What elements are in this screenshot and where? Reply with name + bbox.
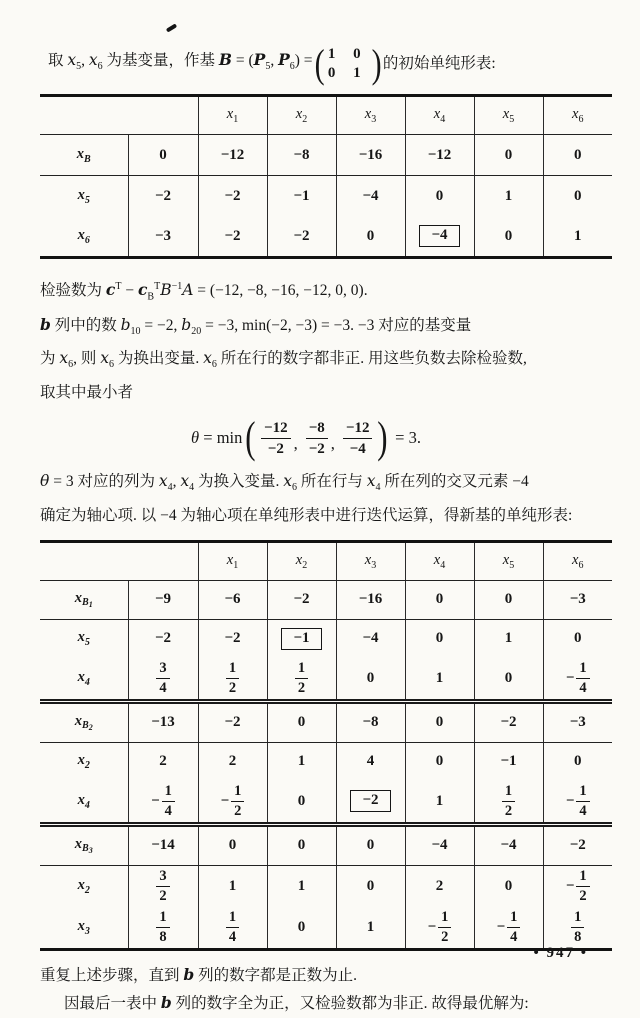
table-row (40, 658, 612, 702)
table-cell: 0 (474, 135, 543, 176)
formula-rhs: = 3. (395, 428, 421, 448)
row-label: $x_{B_3}$ (40, 824, 128, 865)
formula-fractions (259, 419, 374, 458)
text-line: θ = 3 对应的列为 $x_4$, $x_4$ 为换入变量. $x_6$ 所在行与 $x_4$ 所在列的交叉元素 −4 (40, 472, 529, 494)
table-row (40, 216, 612, 258)
table-cell: 1 (543, 216, 612, 258)
table-cell: −4 (336, 176, 405, 217)
intro-prefix: 取 $x_5$, $x_6$ 为基变量，作基 $B = (P_5$, $P_6$) = (48, 50, 313, 73)
table-cell: −2 (128, 619, 198, 658)
text-line: b 列中的数 $b_{10} = -2$, $b_{20} = -3$, min(−2, −3) = −3. −3 对应的基变量 (40, 314, 472, 337)
table-cell: −2 (267, 580, 336, 619)
table-cell: − $\frac{1}{4}$ (543, 658, 612, 702)
text-line: 检验数为 $c^T - c_B^TB^{-1}A = (-12$, −8, −16, −12, 0, 0). (40, 280, 368, 303)
table-cell: 0 (405, 580, 474, 619)
column-header: $x_4$ (405, 96, 474, 135)
table-cell (405, 216, 474, 258)
comma: , (330, 433, 335, 453)
row-label: $x_{B_1}$ (40, 580, 128, 619)
table-cell: 1 (267, 742, 336, 781)
table-cell: −2 (198, 619, 267, 658)
matrix-right-paren: ) (371, 41, 382, 86)
row-label: $x_4$ (77, 668, 90, 688)
simplex-table (40, 540, 612, 951)
table-row (40, 176, 612, 217)
table-cell: 0 (543, 135, 612, 176)
table-row (40, 907, 612, 950)
formula-lhs: θ = min (191, 428, 243, 448)
column-header: $x_1$ (198, 96, 267, 135)
table-cell: − $\frac{1}{4}$ (474, 907, 543, 950)
column-header: $x_5$ (474, 541, 543, 580)
row-label: $x_5$ (77, 629, 90, 648)
table-cell: −1 (474, 742, 543, 781)
table-cell: −2 (198, 701, 267, 742)
table-cell: −13 (128, 701, 198, 742)
table-cell: 0 (543, 176, 612, 217)
table-row (40, 135, 612, 176)
row-label: $x_3$ (77, 917, 90, 937)
table-cell (336, 781, 405, 825)
table-row (40, 619, 612, 658)
identity-matrix (326, 45, 370, 83)
table-cell: −3 (128, 216, 198, 258)
table-cell: − $\frac{1}{2}$ (405, 907, 474, 950)
table-cell: 0 (336, 824, 405, 865)
table-cell: 0 (267, 907, 336, 950)
simplex-table (40, 94, 612, 259)
table-cell: 0 (405, 701, 474, 742)
column-header: $x_2$ (267, 541, 336, 580)
table-cell: 2 (198, 742, 267, 781)
table-cell: −2 (128, 176, 198, 217)
column-header: $x_6$ (543, 96, 612, 135)
table-cell: −14 (128, 824, 198, 865)
column-header: $x_5$ (474, 96, 543, 135)
table-cell: 1 8 (543, 907, 612, 950)
table-cell: 0 (267, 701, 336, 742)
table-cell: −6 (198, 580, 267, 619)
table-cell: 2 (128, 742, 198, 781)
table-cell: −1 (267, 176, 336, 217)
table-cell: 1 (198, 865, 267, 907)
table-cell: 0 (336, 865, 405, 907)
empty-header (40, 541, 198, 580)
column-header: $x_1$ (198, 541, 267, 580)
table-cell: −16 (336, 580, 405, 619)
table-cell: −2 (198, 176, 267, 217)
table-cell: 1 (267, 865, 336, 907)
comma: , (293, 433, 298, 453)
table-cell: 0 (128, 135, 198, 176)
table-cell: 1 8 (128, 907, 198, 950)
table-cell: − $\frac{1}{2}$ (543, 865, 612, 907)
row-label: $x_2$ (77, 876, 90, 896)
row-label: $x_4$ (77, 791, 90, 811)
table-cell: 0 (336, 658, 405, 702)
table-cell: 0 (474, 658, 543, 702)
empty-header (40, 96, 198, 135)
table-cell: 0 (474, 865, 543, 907)
ratio-fraction: −12 −4 (343, 419, 373, 458)
table-cell: 0 (543, 742, 612, 781)
table-row (40, 781, 612, 825)
table-cell: −12 (405, 135, 474, 176)
column-header: $x_3$ (336, 541, 405, 580)
intro-suffix: 的初始单纯形表: (382, 55, 496, 72)
pivot-element: −1 (281, 628, 321, 650)
table-cell: −9 (128, 580, 198, 619)
table-cell: 1 (474, 176, 543, 217)
table-cell: −3 (543, 580, 612, 619)
table-cell: 3 4 (128, 658, 198, 702)
table-cell: −16 (336, 135, 405, 176)
table-cell: −2 (543, 824, 612, 865)
column-header: $x_6$ (543, 541, 612, 580)
table-row (40, 742, 612, 781)
row-label: $x_B$ (40, 135, 128, 176)
intro-sentence (48, 41, 612, 86)
table-cell: 0 (474, 580, 543, 619)
pivot-element: −4 (419, 225, 459, 247)
text-line: 确定为轴心项. 以 −4 为轴心项在单纯形表中进行迭代运算，得新基的单纯形表: (40, 507, 573, 525)
table-cell: − $\frac{1}{4}$ (128, 781, 198, 825)
table-cell: 0 (405, 176, 474, 217)
ratio-fraction: −8 −2 (306, 419, 328, 458)
table-cell: −2 (474, 701, 543, 742)
table-cell: −8 (267, 135, 336, 176)
row-label: $x_5$ (77, 186, 90, 206)
table-row (40, 824, 612, 865)
table-cell: 2 (405, 865, 474, 907)
text-line: 重复上述步骤，直到 b 列的数字都是正数为止. (40, 964, 357, 984)
table-cell: 3 2 (128, 865, 198, 907)
matrix-left-paren: ( (314, 41, 325, 86)
table-cell: 0 (543, 619, 612, 658)
column-header: $x_2$ (267, 96, 336, 135)
iterated-simplex-table (40, 540, 612, 951)
table-cell: 0 (267, 824, 336, 865)
table-cell: 0 (336, 216, 405, 258)
formula-left-paren: ( (245, 413, 256, 463)
table-cell: −2 (267, 216, 336, 258)
formula-right-paren: ) (377, 413, 388, 463)
paragraph-iteration (40, 468, 612, 529)
table-row (40, 865, 612, 907)
table-cell: − $\frac{1}{4}$ (543, 781, 612, 825)
row-label: $x_6$ (77, 226, 90, 246)
page-number: • 947 • (533, 945, 588, 961)
table-cell: 1 4 (198, 907, 267, 950)
table-cell: −3 (543, 701, 612, 742)
paragraph-conclusion (40, 961, 612, 1018)
table-cell: −4 (474, 824, 543, 865)
table-cell: 0 (405, 742, 474, 781)
table-cell: −2 (198, 216, 267, 258)
table-cell: 0 (474, 216, 543, 258)
table-cell: 1 (474, 619, 543, 658)
table-cell: −4 (405, 824, 474, 865)
paragraph-pivot-selection (40, 273, 612, 406)
table-cell: 1 (405, 658, 474, 702)
matrix-row: 0 1 (327, 65, 368, 81)
initial-simplex-table (40, 94, 612, 259)
table-cell (267, 619, 336, 658)
row-label: $x_{B_2}$ (40, 701, 128, 742)
column-header: $x_3$ (336, 96, 405, 135)
table-cell: 0 (267, 781, 336, 825)
table-cell: −4 (336, 619, 405, 658)
table-cell: − $\frac{1}{2}$ (198, 781, 267, 825)
ink-mark (166, 23, 177, 32)
column-header: $x_4$ (405, 541, 474, 580)
table-cell: −12 (198, 135, 267, 176)
pivot-element: −2 (350, 790, 390, 812)
table-cell: 4 (336, 742, 405, 781)
text-line: 取其中最小者 (40, 383, 134, 401)
table-cell: 1 2 (267, 658, 336, 702)
table-cell: 1 2 (474, 781, 543, 825)
table-row (40, 701, 612, 742)
table-cell: 1 (336, 907, 405, 950)
matrix-row: 1 0 (327, 46, 368, 62)
text-line: 为 $x_6$, 则 $x_6$ 为换出变量. $x_6$ 所在行的数字都非正. 用这些负数去除检验数, (40, 349, 527, 371)
theta-formula (40, 410, 572, 466)
ratio-fraction: −12 −2 (261, 419, 291, 458)
table-row (40, 580, 612, 619)
table-cell: 1 (405, 781, 474, 825)
table-cell: 0 (405, 619, 474, 658)
row-label: $x_2$ (77, 752, 90, 771)
text-line: 因最后一表中 b 列的数字全为正，又检验数都为非正. 故得最优解为: (64, 993, 529, 1013)
table-cell: 0 (198, 824, 267, 865)
table-cell: −8 (336, 701, 405, 742)
table-cell: 1 2 (198, 658, 267, 702)
